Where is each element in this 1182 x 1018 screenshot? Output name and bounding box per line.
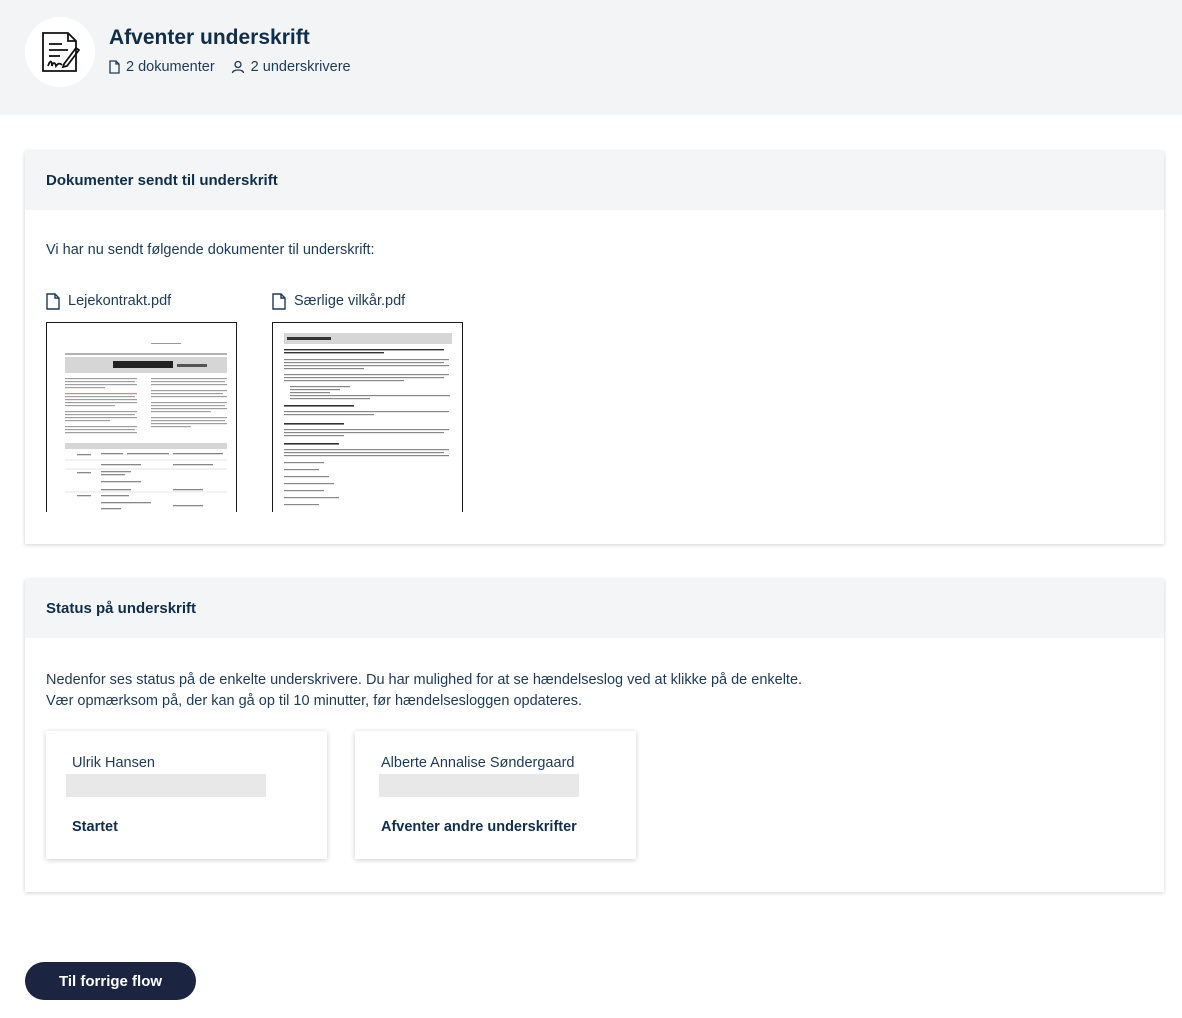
documents-count [109,59,215,75]
documents-card-title: Dokumenter sendt til underskrift [25,151,1164,210]
header-meta [109,59,367,75]
file-icon [109,60,120,74]
document-thumbnail[interactable] [272,322,463,512]
documents-intro: Vi har nu sendt følgende dokumenter til underskrift: [46,242,375,258]
status-card [25,579,1164,892]
status-intro-line1: Nedenfor ses status på de enkelte underskrivere. Du har mulighed for at se hændelseslog ved at klikke på de enkelte. [46,672,803,688]
user-icon [231,60,245,74]
status-intro-line2: Vær opmærksom på, der kan gå op til 10 minutter, før hændelsesloggen opdateres. [46,693,582,709]
document-name-link[interactable] [46,291,171,311]
back-to-previous-flow-button[interactable]: Til forrige flow [25,962,196,1000]
signer-name: Ulrik Hansen [72,755,155,771]
page-title: Afventer underskrift [109,26,310,49]
document-name: Særlige vilkår.pdf [294,293,406,309]
file-icon [46,293,60,310]
signer-status: Afventer andre underskrifter [381,819,577,835]
documents-card [25,151,1164,544]
signer-card[interactable] [46,731,327,859]
status-card-title: Status på underskrift [25,579,1164,638]
signer-status: Startet [72,819,118,835]
document-item[interactable] [272,291,405,311]
signers-count-label: 2 underskrivere [250,59,351,75]
documents-count-label: 2 dokumenter [126,59,215,75]
signer-progress-bar [379,774,579,797]
page-header [0,0,1182,115]
document-thumbnail[interactable] [46,322,237,512]
signer-progress-bar [66,774,266,797]
document-signature-icon [25,17,95,87]
document-item[interactable] [46,291,171,311]
document-name-link[interactable] [272,291,405,311]
signers-count [231,59,351,75]
file-icon [272,293,286,310]
signer-card[interactable] [355,731,636,859]
document-name: Lejekontrakt.pdf [68,293,172,309]
signer-name: Alberte Annalise Søndergaard [381,755,575,771]
